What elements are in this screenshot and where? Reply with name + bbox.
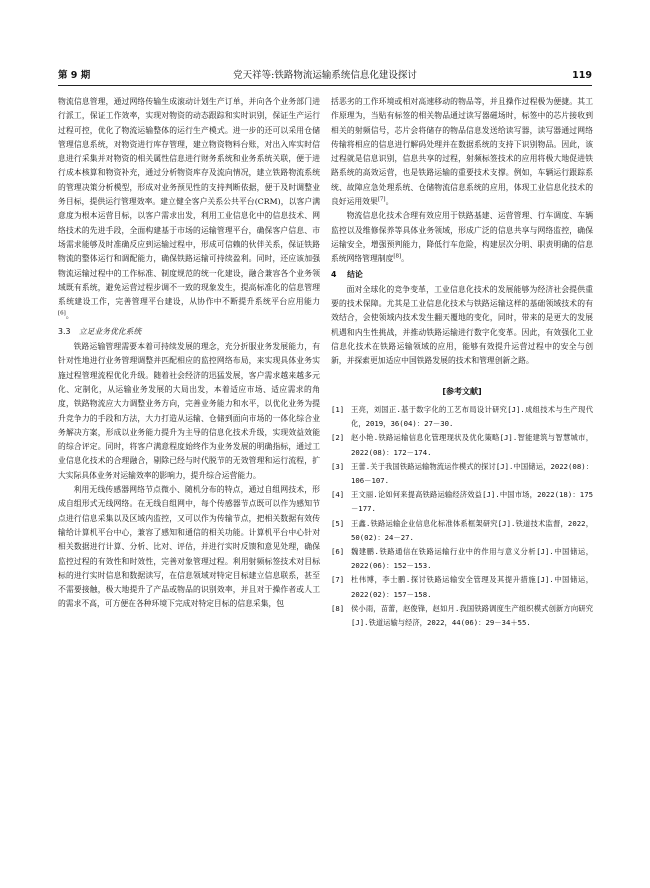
section-number: 4 bbox=[331, 269, 337, 279]
citation-ref[interactable]: [7] bbox=[377, 196, 386, 203]
citation-ref[interactable]: [6] bbox=[58, 310, 66, 317]
header-rule bbox=[58, 85, 592, 86]
section-title: 结论 bbox=[347, 269, 363, 279]
page-header bbox=[58, 68, 592, 84]
reference-item: [4] 王文丽.论如何来提高铁路运输经济效益[J].中国市场，2022(18)：175－177. bbox=[331, 490, 593, 514]
left-column bbox=[58, 95, 320, 855]
section-heading bbox=[331, 268, 593, 282]
subsection-title: 立足业务优化系统 bbox=[78, 326, 142, 336]
reference-item: [1] 王亮，刘国正.基于数字化的工艺布局设计研究[J].成组技术与生产现代化，2019，36(04)：27－30. bbox=[331, 404, 593, 429]
reference-item: [8] 侯小雨，苗蕾，赵俊锋，赵如月.我国铁路调度生产组织模式创新方向研究[J].铁道运输与经济，2022，44(06)：29－34＋55. bbox=[331, 603, 593, 627]
reference-item: [2] 赵小艳.铁路运输信息化管理现状及优化策略[J].智能建筑与智慧城市，2022(08)：172－174. bbox=[331, 433, 593, 457]
issue-number: 第 9 期 bbox=[58, 70, 91, 81]
running-title: 党天祥等:铁路物流运输系统信息化建设探讨 bbox=[233, 70, 417, 81]
subsection-number: 3.3 bbox=[58, 326, 71, 336]
reference-item: [7] 杜伟博，李士鹏.探讨铁路运输安全管理及其提升措施[J].中国储运，2022(02)：157－158. bbox=[331, 575, 593, 599]
page-number: 119 bbox=[572, 70, 592, 81]
right-column bbox=[331, 95, 593, 855]
reference-item: [5] 王鑫.铁路运输企业信息化标准体系框架研究[J].铁道技术监督，2022，50(02)：24－27. bbox=[331, 518, 593, 542]
body-paragraph: 物流信息管理，通过网络传输生成滚动计划生产订单，并向各个业务部门进行派工，保证工作效率，实现对物资的动态跟踪和实时识别，保证生产运行过程可控，优化了物流运输整体的运行生产模式。进一步的还可以采用仓储管理信息系统，对物资进行库存管理，建立物资物料台账，对出入库实时信息进行采集并对物资的相关属性信息进行财务系统和业务系统关联，便于进行成本核算和物资补充，通过分析物资库存及流向情况，建立铁路物流系统的管理决策分析模型，形成对业务预见性的支持判断依据，便于及时调整业务目标，提供运行管理效率。建立健全客户关系公共平台(CRM)，以客户满意度为根本运营目标，以客户需求出发，利用工业信息化中的信息技术、网络技术的先进手段，全面构建基于市场的运输管理平台，确保客户信息、市场需求能够及时准确反应到运输过程中，形成可信赖的伙伴关系，保证铁路物流的整体运行和调配能力，确保铁路运输可持续盈利。同时，还应该加强物流运输过程中的工作标准、制度规范的统一化建设，融合兼容各个业务领域既有系统，避免运营过程步调不一致的现象发生，提高标准化的信息管理系统建设工作，完善管理平台建设，从协作中不断提升系统平台应用能力[6]。 bbox=[58, 97, 320, 321]
reference-list bbox=[331, 403, 593, 630]
reference-item: [6] 魏建鹏.铁路通信在铁路运输行业中的作用与意义分析[J].中国储运，2022(06)：152－153. bbox=[331, 546, 593, 571]
body-paragraph: 利用无线传感器网络节点微小、随机分布的特点，通过自组网技术，形成自组形式无线网络。在无线自组网中，每个传感器节点既可以作为感知节点进行信息采集以及区域内监控，又可以作为传输节点，把相关数据有效传输给计算机平台中心，兼容了感知和通信的相关功能。计算机平台中心针对相关数据进行计算、分析、比对、评估，并进行实时反馈和意见处理，确保监控过程的有效性和时效性，完善对象管理过程。利用射频标签技术对目标标的进行实时信息和数据读写，在信息领域对特定目标建立信息联系，甚至不需要接触，极大地提升了产品或物品的识别效率，并且对于操作者或人工的需求不高，可方便在各种环境下完成对特定目标的信息采集，包 bbox=[58, 485, 320, 609]
reference-item: [3] 王蕾.关于我国铁路运输物流运作模式的探讨[J].中国储运，2022(08)：106－107. bbox=[331, 461, 593, 485]
body-paragraph: 铁路运输管理需要本着可持续发展的理念，充分折服业务发展能力，有针对性地进行业务管理调整并匹配相应的监控网络布局，来实现具体业务实施过程管理流程优化升级。随着社会经济的迅猛发展，客户需求越来越多元化、定制化，从运输业务发展的大局出发，本着适应市场、适应需求的角度，铁路物流应大力调整业务方向，完善业务能力和水平，以优化业务为提升竞争力的手段和方法，大力打造从运输、仓储到面向市场的一体化综合业务解决方案，形成以业务能力提升为主导的信息化技术升级，实现效益效能的综合评定。同时，将客户满意程度始终作为业务发展的明确指标，通过工业信息化技术的合理融合，剔除已经与时代脱节的无效管理和运行流程，扩大实际具体业务对运输效率的影响力，提升综合运营能力。 bbox=[58, 342, 320, 480]
subsection-heading bbox=[58, 325, 320, 339]
references-heading: [参考文献] bbox=[442, 386, 482, 396]
body-paragraph: 物流信息化技术合理有效应用于铁路基建、运营管理、行车调度、车辆监控以及维修保养等具体业务领域，形成广泛的信息共享与网络监控，确保运输安全，增强预判能力，降低行车危险，构建层次分明、职责明确的信息系统网络管理制度[8]。 bbox=[331, 211, 593, 264]
body-paragraph: 面对全球化的竞争变革，工业信息化技术的发展能够为经济社会提供重要的技术保障。尤其是工业信息化技术与铁路运输这样的基础领域技术的有效结合，会使领域内技术发生翻天覆地的变化，同时，带来的是更大的发展机遇和内生性挑战，并推动铁路运输进行数字化变革。因此，有效强化工业信息化技术在铁路运输领域的应用，能够有效提升运营过程中的安全与创新，并探索更加适应中国铁路发展的技术和管理创新之路。 bbox=[331, 284, 593, 366]
body-paragraph: 括恶劣的工作环境或相对高速移动的物品等，并且操作过程极为便捷。其工作原理为，当贴有标签的相关物品通过读写器磁场时，标签中的芯片接收到相关的射频信号，芯片会将储存的物品信息发送给读写器，读写器通过网络传输将相应的信息进行解码处理并在数据系统的支持下识别物品。因此，该过程就是信息识别，信息共享的过程，射频标签技术的应用将极大地促进铁路系统的高效运营，也是铁路运输的重要技术支撑。例如，车辆运行跟踪系统、故障应急处理系统、仓储物流信息系统的应用，体现工业信息化技术的良好运用效果[7]。 bbox=[331, 97, 593, 207]
citation-ref[interactable]: [8] bbox=[393, 253, 402, 260]
